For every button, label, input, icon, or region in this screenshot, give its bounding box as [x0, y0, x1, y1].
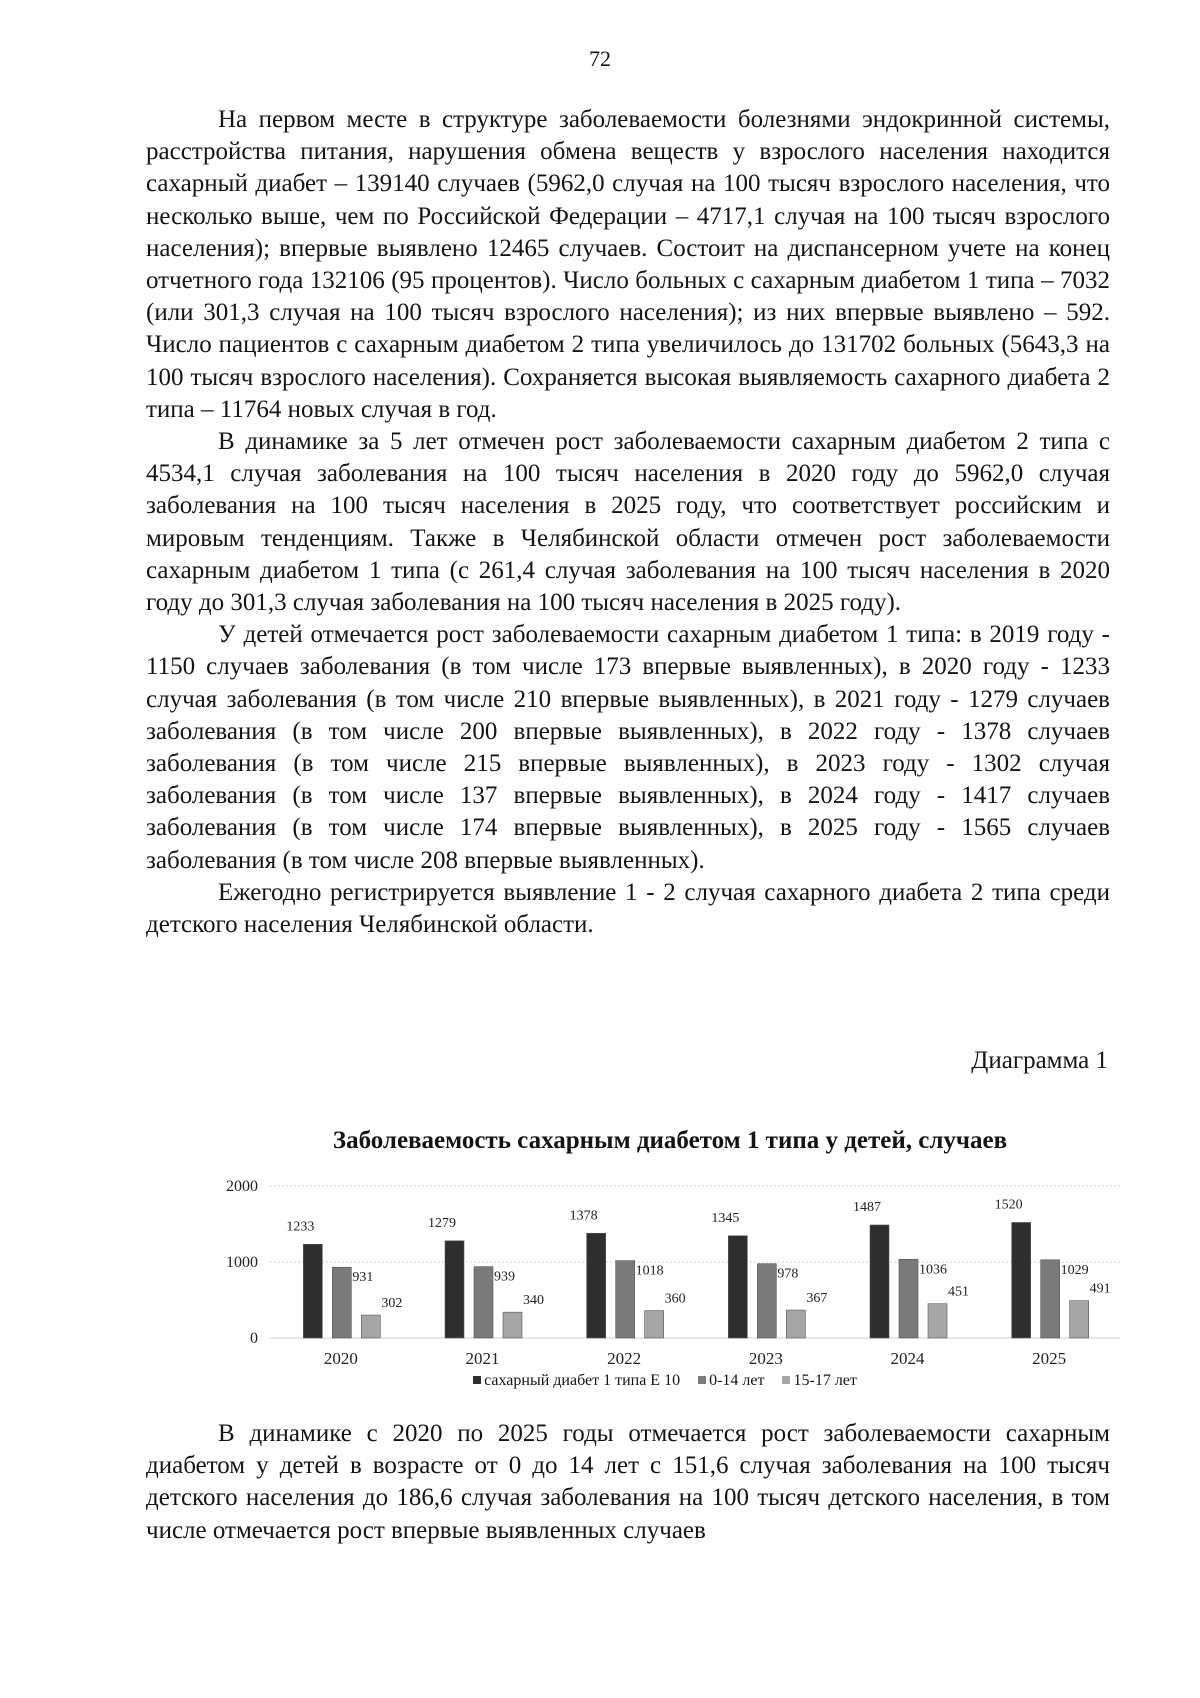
legend-label: 0-14 лет: [709, 1372, 765, 1389]
paragraph: В динамике с 2020 по 2025 годы отмечается рост заболеваемости сахарным диабетом у детей в возрасте от 0 до 14 лет с 151,6 случая заболевания на 100 тысяч детского населения до 186,6 случая заболевания на 100 тысяч детского населения, в том числе отмечается рост впервые выявленных случаев: [146, 1420, 1110, 1544]
bar: [332, 1267, 351, 1338]
bar: [587, 1233, 606, 1338]
legend-item: [782, 1372, 856, 1389]
data-label: 1378: [569, 1208, 598, 1224]
x-tick-label: 2022: [607, 1349, 642, 1368]
data-label: 1018: [635, 1263, 664, 1279]
data-label: 1487: [853, 1199, 881, 1215]
bar: [757, 1264, 776, 1338]
data-label: 491: [1089, 1281, 1111, 1297]
x-tick-label: 2020: [323, 1349, 358, 1368]
legend-item: [698, 1372, 764, 1389]
bar: [870, 1225, 889, 1338]
chart-legend: [200, 1372, 1130, 1390]
bar: [728, 1236, 747, 1338]
bar: [503, 1312, 522, 1338]
x-tick-label: 2025: [1032, 1349, 1067, 1368]
data-label: 939: [494, 1269, 515, 1285]
data-label: 340: [523, 1293, 544, 1309]
data-label: 1520: [994, 1197, 1023, 1213]
bar: [928, 1304, 947, 1338]
legend-label: 15-17 лет: [793, 1372, 857, 1389]
y-tick-label: 2000: [226, 1178, 258, 1195]
bar-chart: [200, 1110, 1130, 1410]
data-label: 302: [381, 1296, 403, 1312]
data-label: 931: [352, 1270, 374, 1286]
legend-label: сахарный диабет 1 типа Е 10: [484, 1372, 681, 1389]
body-text-bottom: [146, 1418, 1110, 1547]
bar: [1041, 1260, 1060, 1338]
x-tick-label: 2024: [890, 1349, 925, 1368]
bar: [361, 1315, 380, 1338]
legend-swatch: [782, 1376, 790, 1384]
y-tick-label: 1000: [226, 1254, 258, 1271]
legend-swatch: [473, 1376, 481, 1384]
data-label: 1029: [1060, 1262, 1089, 1278]
x-tick-label: 2023: [748, 1349, 783, 1368]
bar: [1070, 1301, 1089, 1338]
data-label: 1036: [919, 1262, 947, 1278]
paragraph: В динамике за 5 лет отмечен рост заболеваемости сахарным диабетом 2 типа с 4534,1 случая заболевания на 100 тысяч населения в 2020 году до 5962,0 случая заболевания на 100 тысяч населения в 2025 году, что соответствует российским и мировым тенденциям. Также в Челябинской области отмечен рост заболеваемости сахарным диабетом 1 типа (с 261,4 случая заболевания на 100 тысяч населения в 2020 году до 301,3 случая заболевания на 100 тысяч населения в 2025 году).: [146, 428, 1110, 617]
bar: [445, 1241, 464, 1338]
body-text-top: [146, 104, 1110, 941]
legend-swatch: [698, 1376, 706, 1384]
chart-title: Заболеваемость сахарным диабетом 1 типа у детей, случаев: [332, 1127, 1008, 1154]
data-label: 367: [806, 1291, 828, 1307]
y-tick-label: 0: [250, 1330, 258, 1347]
data-label: 451: [948, 1284, 969, 1300]
page-number: 72: [589, 46, 611, 71]
bar: [1012, 1222, 1031, 1338]
bar: [786, 1310, 805, 1338]
data-label: 1345: [711, 1210, 740, 1226]
data-label: 978: [777, 1266, 799, 1282]
data-label: 1279: [428, 1215, 456, 1231]
data-label: 1233: [286, 1219, 315, 1235]
data-label: 360: [664, 1291, 686, 1307]
bar: [303, 1244, 322, 1338]
bar: [474, 1267, 493, 1338]
paragraph: У детей отмечается рост заболеваемости сахарным диабетом 1 типа: в 2019 году - 1150 случаев заболевания (в том числе 173 впервые выявленных), в 2020 году - 1233 случая заболевания (в том числе 210 впервые выявленных), в 2021 году - 1279 случаев заболевания (в том числе 200 впервые выявленных), в 2022 году - 1378 случаев заболевания (в том числе 215 впервые выявленных), в 2023 году - 1302 случая заболевания (в том числе 137 впервые выявленных), в 2024 году - 1417 случаев заболевания (в том числе 174 впервые выявленных), в 2025 году - 1565 случаев заболевания (в том числе 208 впервые выявленных).: [146, 621, 1110, 874]
paragraph: На первом месте в структуре заболеваемости болезнями эндокринной системы, расстройства питания, нарушения обмена веществ у взрослого населения находится сахарный диабет – 139140 случаев (5962,0 случая на 100 тысяч взрослого населения, что несколько выше, чем по Российской Федерации – 4717,1 случая на 100 тысяч взрослого населения); впервые выявлено 12465 случаев. Состоит на диспансерном учете на конец отчетного года 132106 (95 процентов). Число больных с сахарным диабетом 1 типа – 7032 (или 301,3 случая на 100 тысяч взрослого населения); из них впервые выявлено – 592. Число пациентов с сахарным диабетом 2 типа увеличилось до 131702 больных (5643,3 на 100 тысяч взрослого населения). Сохраняется высокая выявляемость сахарного диабета 2 типа – 11764 новых случая в год.: [146, 106, 1110, 423]
paragraph: Ежегодно регистрируется выявление 1 - 2 случая сахарного диабета 2 типа среди детского населения Челябинской области.: [146, 878, 1110, 939]
legend-item: [473, 1372, 680, 1389]
diagram-label: Диаграмма 1: [971, 1047, 1108, 1074]
x-tick-label: 2021: [465, 1349, 500, 1368]
bar: [645, 1311, 664, 1338]
bar: [899, 1259, 918, 1338]
bar: [616, 1261, 635, 1338]
